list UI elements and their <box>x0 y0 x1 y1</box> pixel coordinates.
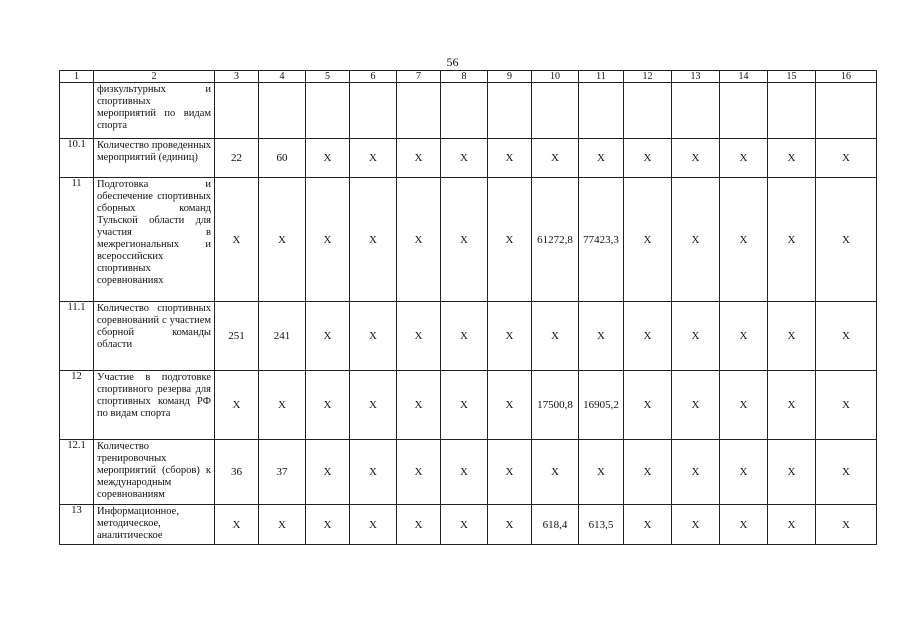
header-cell: 7 <box>397 71 441 83</box>
value-cell: X <box>532 440 579 505</box>
header-cell: 5 <box>306 71 350 83</box>
value-cell: X <box>816 505 877 545</box>
value-cell <box>441 83 488 139</box>
header-cell: 16 <box>816 71 877 83</box>
value-cell: X <box>768 139 816 178</box>
value-cell: 22 <box>215 139 259 178</box>
table-row <box>60 440 877 505</box>
value-cell <box>768 83 816 139</box>
value-cell: X <box>768 505 816 545</box>
value-cell: X <box>488 139 532 178</box>
value-cell <box>397 83 441 139</box>
value-cell: X <box>624 371 672 440</box>
value-cell <box>215 83 259 139</box>
value-cell: X <box>350 505 397 545</box>
value-cell: X <box>624 505 672 545</box>
value-cell: X <box>672 178 720 302</box>
value-cell: X <box>720 178 768 302</box>
value-cell <box>488 83 532 139</box>
value-cell <box>350 83 397 139</box>
value-cell: X <box>215 505 259 545</box>
value-cell: X <box>350 302 397 371</box>
value-cell: X <box>488 178 532 302</box>
value-cell: X <box>816 440 877 505</box>
table-row <box>60 83 877 139</box>
value-cell: X <box>350 178 397 302</box>
value-cell: X <box>259 178 306 302</box>
value-cell: X <box>488 505 532 545</box>
value-cell: X <box>768 440 816 505</box>
value-cell: X <box>579 440 624 505</box>
value-cell: X <box>488 371 532 440</box>
header-cell: 6 <box>350 71 397 83</box>
value-cell: X <box>768 178 816 302</box>
value-cell: X <box>441 440 488 505</box>
value-cell: X <box>441 178 488 302</box>
row-name: физкультурных и спортивных мероприятий по видам спорта <box>94 83 215 139</box>
value-cell <box>306 83 350 139</box>
value-cell <box>579 83 624 139</box>
value-cell: 613,5 <box>579 505 624 545</box>
row-number: 13 <box>60 505 94 545</box>
row-number <box>60 83 94 139</box>
value-cell <box>672 83 720 139</box>
header-cell: 8 <box>441 71 488 83</box>
value-cell <box>624 83 672 139</box>
value-cell: X <box>441 505 488 545</box>
value-cell: 37 <box>259 440 306 505</box>
table-header-row <box>60 71 877 83</box>
value-cell: X <box>720 440 768 505</box>
value-cell: X <box>720 371 768 440</box>
value-cell: X <box>215 178 259 302</box>
value-cell: 618,4 <box>532 505 579 545</box>
value-cell: X <box>816 302 877 371</box>
value-cell: X <box>350 440 397 505</box>
value-cell: X <box>441 371 488 440</box>
value-cell: X <box>397 371 441 440</box>
table-row <box>60 139 877 178</box>
value-cell: X <box>672 302 720 371</box>
row-number: 12 <box>60 371 94 440</box>
value-cell: 17500,8 <box>532 371 579 440</box>
value-cell: X <box>350 139 397 178</box>
value-cell: X <box>306 371 350 440</box>
value-cell: X <box>816 371 877 440</box>
value-cell <box>259 83 306 139</box>
value-cell: X <box>488 440 532 505</box>
row-number: 12.1 <box>60 440 94 505</box>
value-cell: X <box>720 302 768 371</box>
value-cell: 60 <box>259 139 306 178</box>
header-cell: 13 <box>672 71 720 83</box>
header-cell: 4 <box>259 71 306 83</box>
value-cell: X <box>350 371 397 440</box>
header-cell: 1 <box>60 71 94 83</box>
value-cell: X <box>672 505 720 545</box>
value-cell: X <box>488 302 532 371</box>
row-name: Подготовка и обеспечение спортивных сборных команд Тульской области для участия в межрегиональных и всероссийских спортивных соревнованиях <box>94 178 215 302</box>
value-cell: X <box>259 505 306 545</box>
value-cell: X <box>816 178 877 302</box>
row-number: 11.1 <box>60 302 94 371</box>
row-number: 11 <box>60 178 94 302</box>
value-cell: 251 <box>215 302 259 371</box>
header-cell: 14 <box>720 71 768 83</box>
value-cell: 241 <box>259 302 306 371</box>
value-cell: 36 <box>215 440 259 505</box>
value-cell: X <box>579 139 624 178</box>
table-row <box>60 178 877 302</box>
row-name: Количество спортивных соревнований с участием сборной команды области <box>94 302 215 371</box>
value-cell: X <box>624 302 672 371</box>
value-cell: X <box>306 440 350 505</box>
value-cell: X <box>397 139 441 178</box>
row-name: Количество тренировочных мероприятий (сборов) к международным соревнованиям <box>94 440 215 505</box>
header-cell: 12 <box>624 71 672 83</box>
value-cell: X <box>441 302 488 371</box>
header-cell: 10 <box>532 71 579 83</box>
value-cell: X <box>624 440 672 505</box>
value-cell <box>532 83 579 139</box>
value-cell: X <box>306 505 350 545</box>
header-cell: 15 <box>768 71 816 83</box>
value-cell: X <box>441 139 488 178</box>
header-cell: 3 <box>215 71 259 83</box>
value-cell: X <box>397 178 441 302</box>
value-cell: X <box>672 440 720 505</box>
header-cell: 2 <box>94 71 215 83</box>
value-cell: X <box>259 371 306 440</box>
value-cell: X <box>720 505 768 545</box>
value-cell: X <box>397 505 441 545</box>
value-cell: X <box>624 139 672 178</box>
value-cell: X <box>397 302 441 371</box>
value-cell: X <box>579 302 624 371</box>
value-cell: X <box>816 139 877 178</box>
value-cell: 77423,3 <box>579 178 624 302</box>
header-cell: 9 <box>488 71 532 83</box>
value-cell: X <box>306 302 350 371</box>
value-cell: X <box>215 371 259 440</box>
table-row <box>60 371 877 440</box>
page-number: 56 <box>446 55 459 69</box>
value-cell: X <box>306 139 350 178</box>
data-table <box>59 70 877 545</box>
row-name: Участие в подготовке спортивного резерва для спортивных команд РФ по видам спорта <box>94 371 215 440</box>
value-cell: X <box>672 371 720 440</box>
value-cell: X <box>720 139 768 178</box>
value-cell <box>816 83 877 139</box>
value-cell: X <box>397 440 441 505</box>
table-row <box>60 505 877 545</box>
row-name: Количество проведенных мероприятий (единиц) <box>94 139 215 178</box>
row-number: 10.1 <box>60 139 94 178</box>
header-cell: 11 <box>579 71 624 83</box>
value-cell: 61272,8 <box>532 178 579 302</box>
value-cell: X <box>768 371 816 440</box>
value-cell: X <box>768 302 816 371</box>
value-cell: X <box>624 178 672 302</box>
value-cell: 16905,2 <box>579 371 624 440</box>
value-cell: X <box>532 139 579 178</box>
row-name: Информационное, методическое, аналитическое <box>94 505 215 545</box>
value-cell: X <box>672 139 720 178</box>
table-row <box>60 302 877 371</box>
value-cell: X <box>306 178 350 302</box>
value-cell: X <box>532 302 579 371</box>
value-cell <box>720 83 768 139</box>
